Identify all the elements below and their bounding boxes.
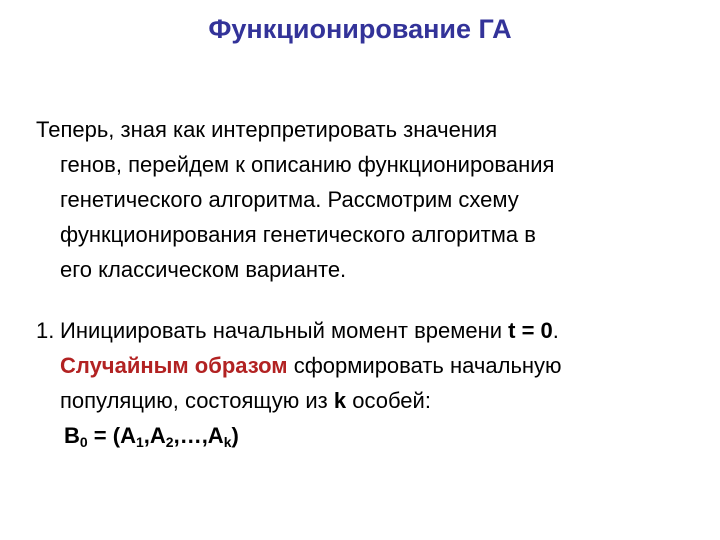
formula-part: ,…,A	[173, 423, 224, 448]
time-expression: t = 0	[508, 318, 553, 343]
step-text: Инициировать начальный момент времени	[60, 318, 509, 343]
formula-part: )	[231, 423, 239, 448]
slide-title: Функционирование ГА	[208, 14, 512, 44]
formula-part: ,A	[143, 423, 166, 448]
period: .	[552, 318, 559, 343]
intro-line: генов, перейдем к описанию функционирования	[60, 152, 555, 177]
formula-part: = (A	[87, 423, 136, 448]
intro-paragraph	[36, 112, 706, 287]
formula-sub: 0	[79, 434, 88, 450]
formula-sub: 1	[135, 434, 144, 450]
formula-b: B	[64, 423, 80, 448]
intro-line: его классическом варианте.	[60, 257, 347, 282]
step-1-line-2	[36, 348, 716, 383]
intro-line: генетического алгоритма. Рассмотрим схему	[60, 187, 519, 212]
step-text: популяцию, состоящую из	[60, 388, 334, 413]
step-1-line-1	[36, 313, 716, 348]
step-text: особей:	[346, 388, 431, 413]
step-text: сформировать начальную	[287, 353, 562, 378]
formula-sub: k	[223, 434, 232, 450]
step-1-line-3	[36, 383, 716, 418]
step-1	[36, 313, 716, 453]
intro-line: Теперь, зная как интерпретировать значения	[36, 117, 498, 142]
k-variable: k	[333, 388, 347, 413]
population-formula	[36, 418, 716, 453]
intro-line: функционирования генетического алгоритма в	[60, 222, 536, 247]
formula-sub: 2	[165, 434, 174, 450]
random-highlight: Случайным образом	[60, 353, 288, 378]
step-number: 1.	[36, 318, 55, 343]
